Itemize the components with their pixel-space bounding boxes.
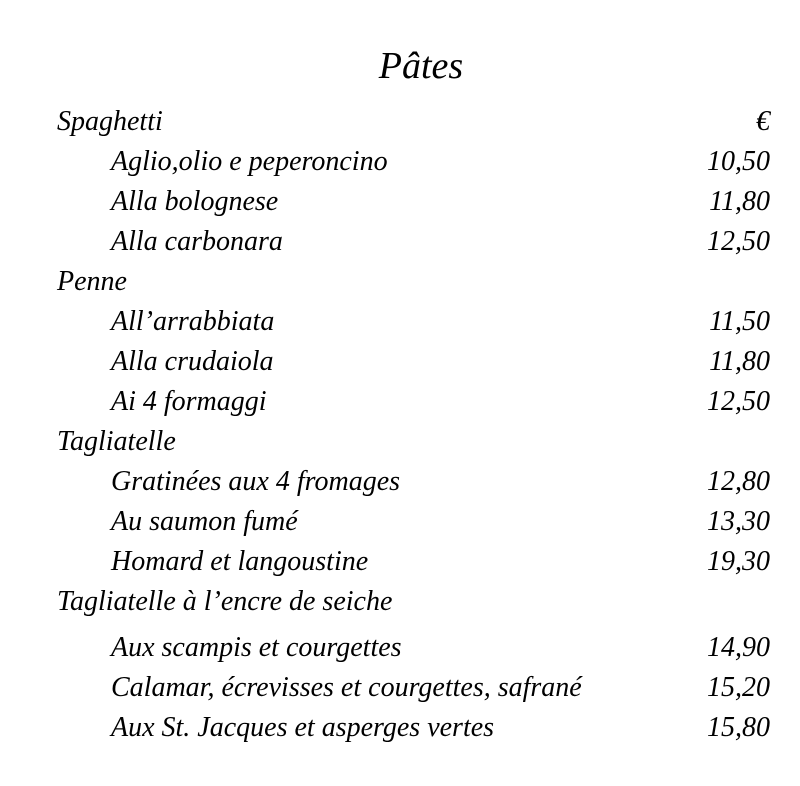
item-name: Gratinées aux 4 fromages <box>111 466 401 497</box>
item-name: All’arrabbiata <box>111 306 275 337</box>
item-price: 15,20 <box>707 672 770 703</box>
section-heading <box>0 422 800 462</box>
menu-item <box>0 182 800 222</box>
menu-item <box>0 222 800 262</box>
item-price: 13,30 <box>707 506 770 537</box>
item-price: 19,30 <box>707 546 770 577</box>
menu-item <box>0 382 800 422</box>
menu-item <box>0 628 800 668</box>
item-name: Alla carbonara <box>111 226 283 257</box>
item-price: 15,80 <box>707 712 770 743</box>
menu-item <box>0 668 800 708</box>
item-name: Alla crudaiola <box>111 346 274 377</box>
item-price: 12,50 <box>707 386 770 417</box>
item-name: Calamar, écrevisses et courgettes, safrané <box>111 672 582 703</box>
currency-symbol: € <box>756 106 770 137</box>
menu-item <box>0 708 800 748</box>
item-name: Homard et langoustine <box>111 546 369 577</box>
section-name: Spaghetti <box>57 106 163 137</box>
section-name: Tagliatelle <box>57 426 176 457</box>
section-name: Penne <box>57 266 127 297</box>
item-name: Ai 4 formaggi <box>111 386 267 417</box>
item-price: 11,80 <box>709 346 770 377</box>
menu-item <box>0 502 800 542</box>
section-heading <box>0 102 800 142</box>
menu-item <box>0 542 800 582</box>
item-name: Au saumon fumé <box>111 506 298 537</box>
menu-item <box>0 142 800 182</box>
menu-item <box>0 302 800 342</box>
item-name: Alla bolognese <box>111 186 279 217</box>
page-title: Pâtes <box>378 45 464 87</box>
item-price: 11,80 <box>709 186 770 217</box>
item-price: 12,50 <box>707 226 770 257</box>
item-price: 12,80 <box>707 466 770 497</box>
section-name: Tagliatelle à l’encre de seiche <box>57 586 393 617</box>
menu-item <box>0 462 800 502</box>
menu-list <box>0 102 800 748</box>
item-name: Aglio,olio e peperoncino <box>111 146 388 177</box>
item-name: Aux St. Jacques et asperges vertes <box>111 712 495 743</box>
item-price: 11,50 <box>709 306 770 337</box>
item-price: 14,90 <box>707 632 770 663</box>
menu-item <box>0 342 800 382</box>
section-heading <box>0 262 800 302</box>
item-name: Aux scampis et courgettes <box>111 632 402 663</box>
item-price: 10,50 <box>707 146 770 177</box>
section-heading <box>0 582 800 622</box>
